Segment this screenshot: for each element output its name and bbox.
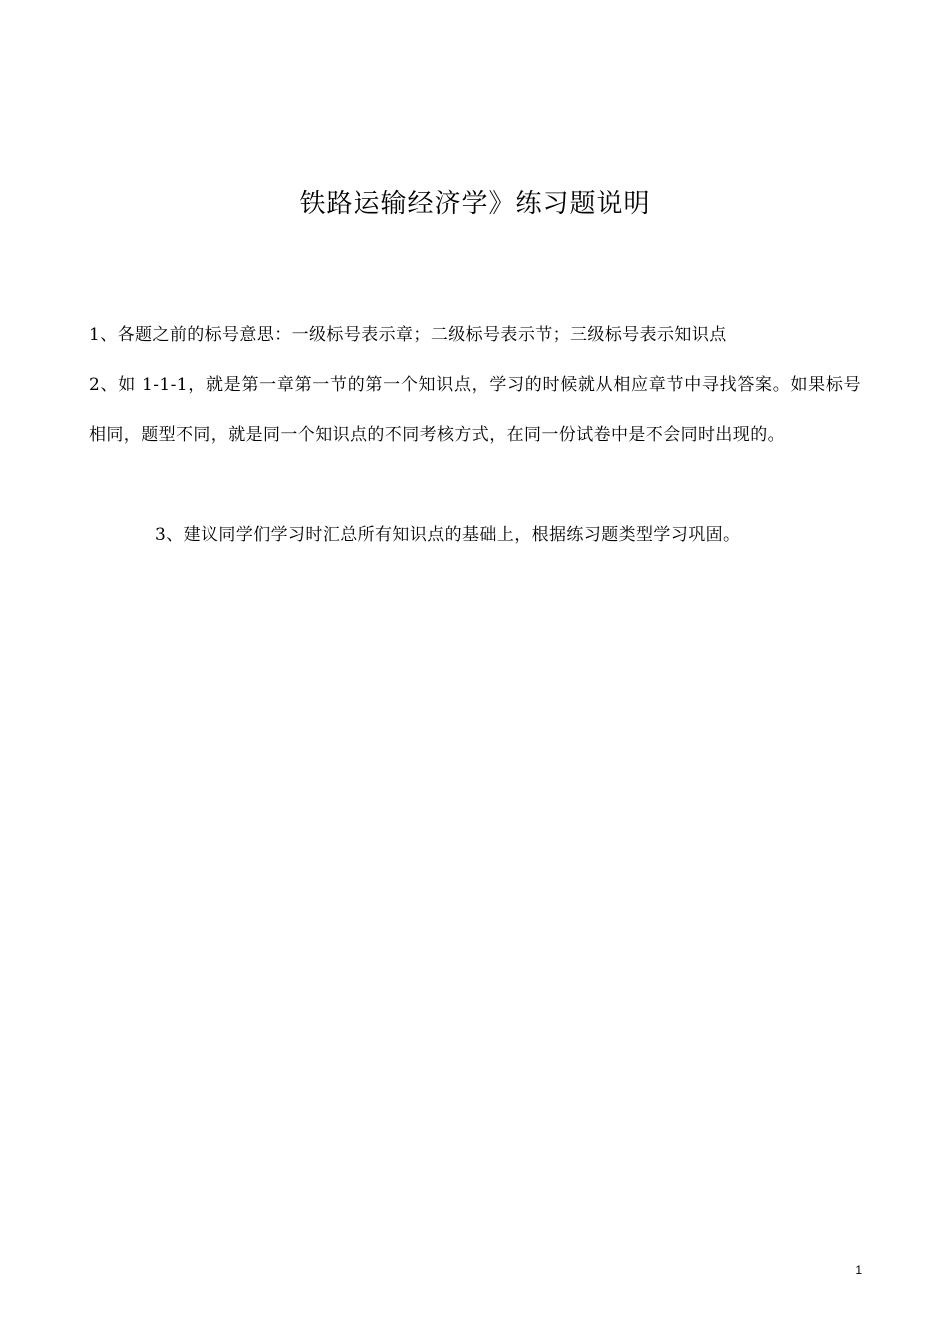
instruction-paragraph-1: 1、各题之前的标号意思：一级标号表示章；二级标号表示节；三级标号表示知识点 <box>89 325 727 345</box>
document-title: 铁路运输经济学》练习题说明 <box>299 189 651 219</box>
instruction-paragraph-3: 3、建议同学们学习时汇总所有知识点的基础上，根据练习题类型学习巩固。 <box>155 525 741 545</box>
page-number: 1 <box>855 1263 862 1277</box>
instruction-paragraph-2: 2、如 1-1-1，就是第一章第一节的第一个知识点，学习的时候就从相应章节中寻找答案。如果标号相同，题型不同，就是同一个知识点的不同考核方式，在同一份试卷中是不会同时出现的。 <box>89 375 861 445</box>
